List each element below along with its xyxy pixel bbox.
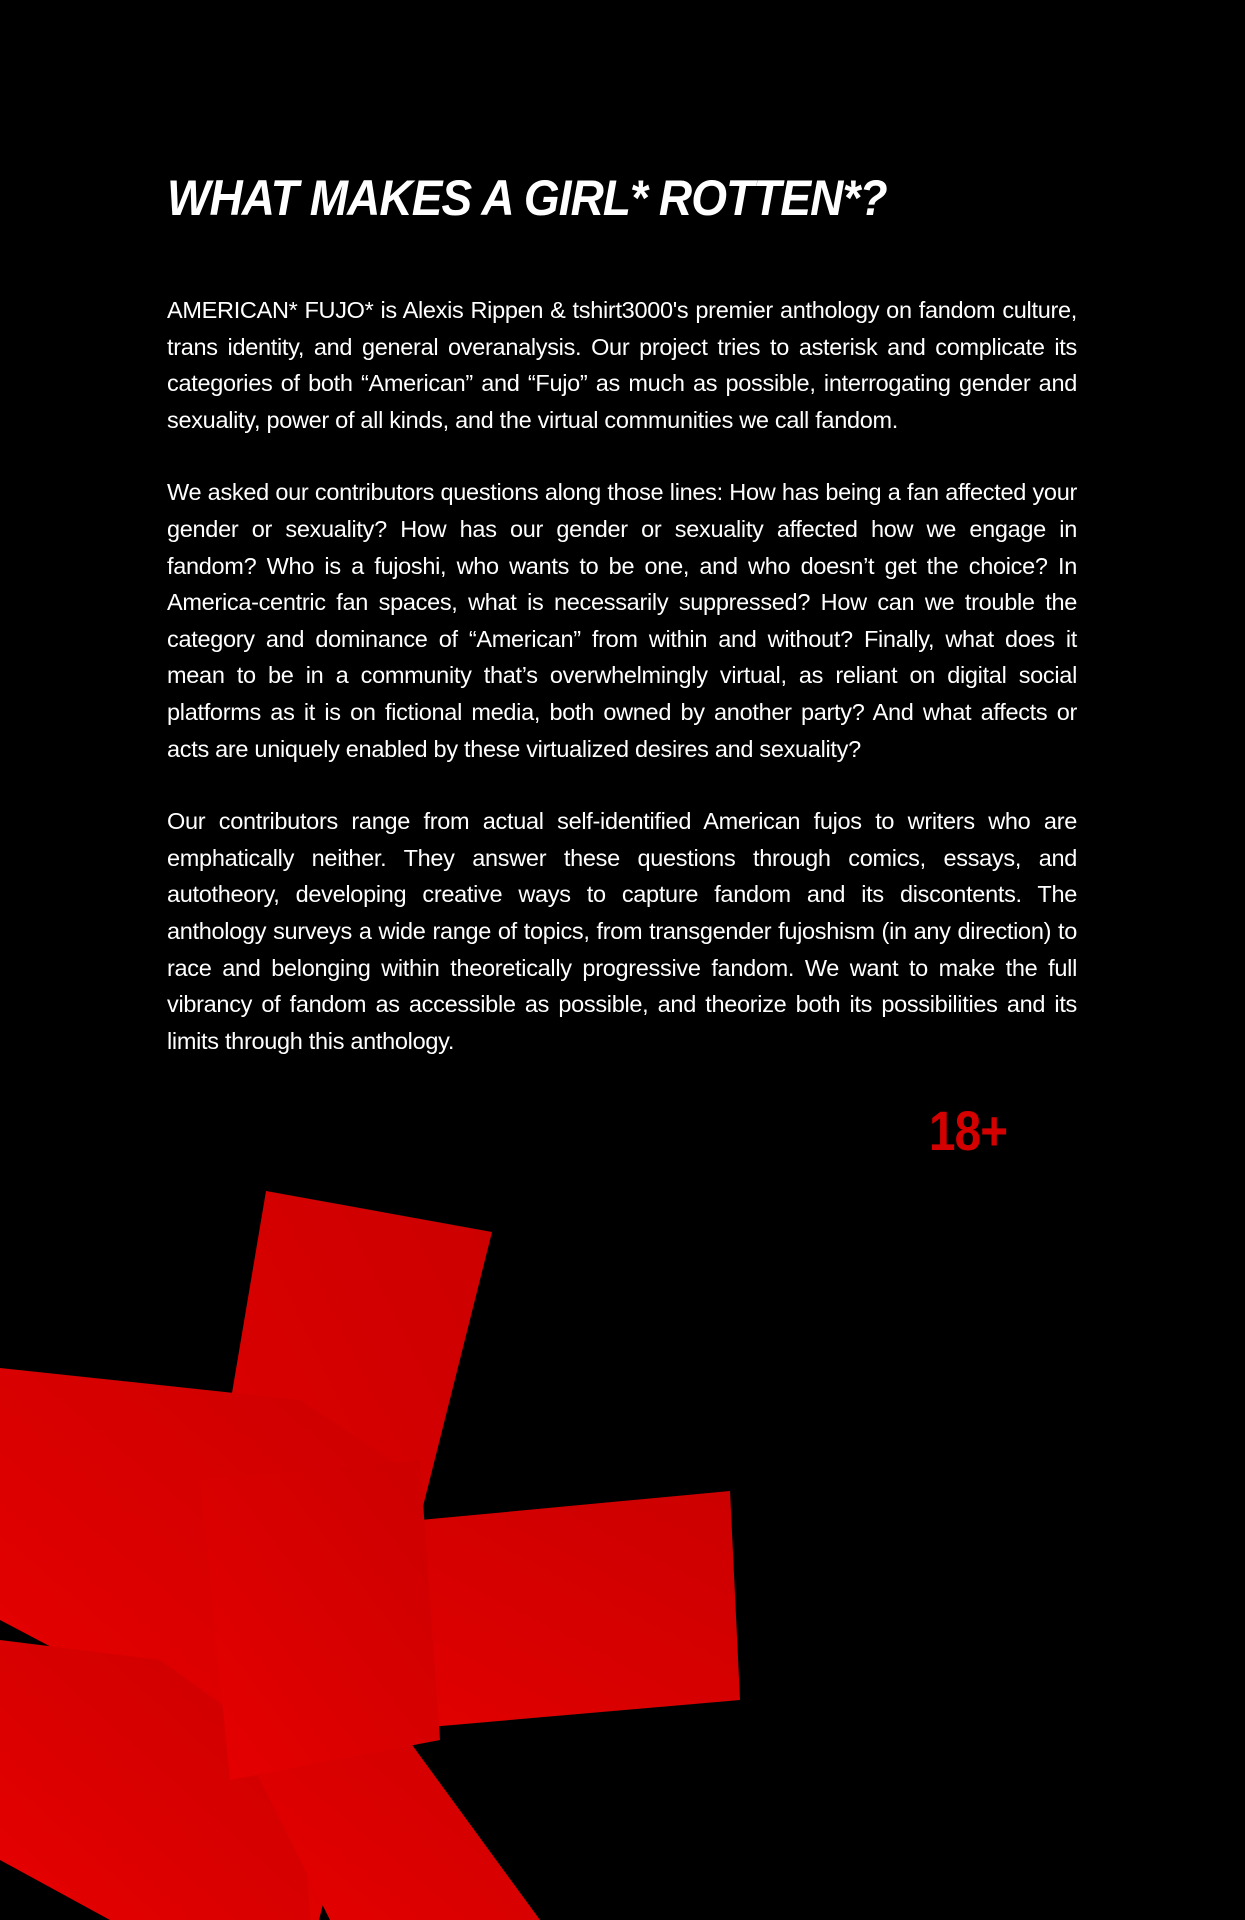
page-title: WHAT MAKES A GIRL* ROTTEN*? — [167, 170, 887, 226]
asterisk-center — [200, 1460, 440, 1780]
text-block — [167, 168, 1077, 1095]
paragraph-contributors: Our contributors range from actual self-identified American fujos to writers who are emphatically neither. They answer these questions through comics, essays, and autotheory, developing creative ways to capture fandom and its discontents. The anthology surveys a wide range of topics, from transgender fujoshism (in any direction) to race and belonging within theoretically progressive fandom. We want to make the full vibrancy of fandom as accessible as possible, and theorize both its possibilities and its limits through this anthology. — [167, 808, 1077, 1054]
age-rating-badge: 18+ — [929, 1099, 1008, 1162]
asterisk-bar-upper-left — [0, 1368, 420, 1720]
asterisk-bar-vertical — [138, 1191, 492, 1920]
asterisk-bar-lower-right — [230, 1660, 540, 1920]
paragraph-intro: AMERICAN* FUJO* is Alexis Rippen & tshirt3000's premier anthology on fandom culture, trans identity, and general overanalysis. Our project tries to asterisk and complicate its categories of both “American” and “Fujo” as much as possible, interrogating gender and sexuality, power of all kinds, and the virtual communities we call fandom. — [167, 297, 1077, 433]
asterisk-bar-right — [260, 1491, 740, 1740]
asterisk-bar-lower-left — [0, 1640, 310, 1920]
paragraph-questions: We asked our contributors questions along those lines: How has being a fan affected your gender or sexuality? How has our gender or sexuality affected how we engage in fandom? Who is a fujoshi, who wants to be one, and who doesn’t get the choice? In America-centric fan spaces, what is necessarily suppressed? How can we trouble the category and dominance of “American” from within and without? Finally, what does it mean to be in a community that’s overwhelmingly virtual, as reliant on digital social platforms as it is on fictional media, both owned by another party? And what affects or acts are uniquely enabled by these virtualized desires and sexuality? — [167, 479, 1077, 762]
description — [167, 292, 1077, 1059]
